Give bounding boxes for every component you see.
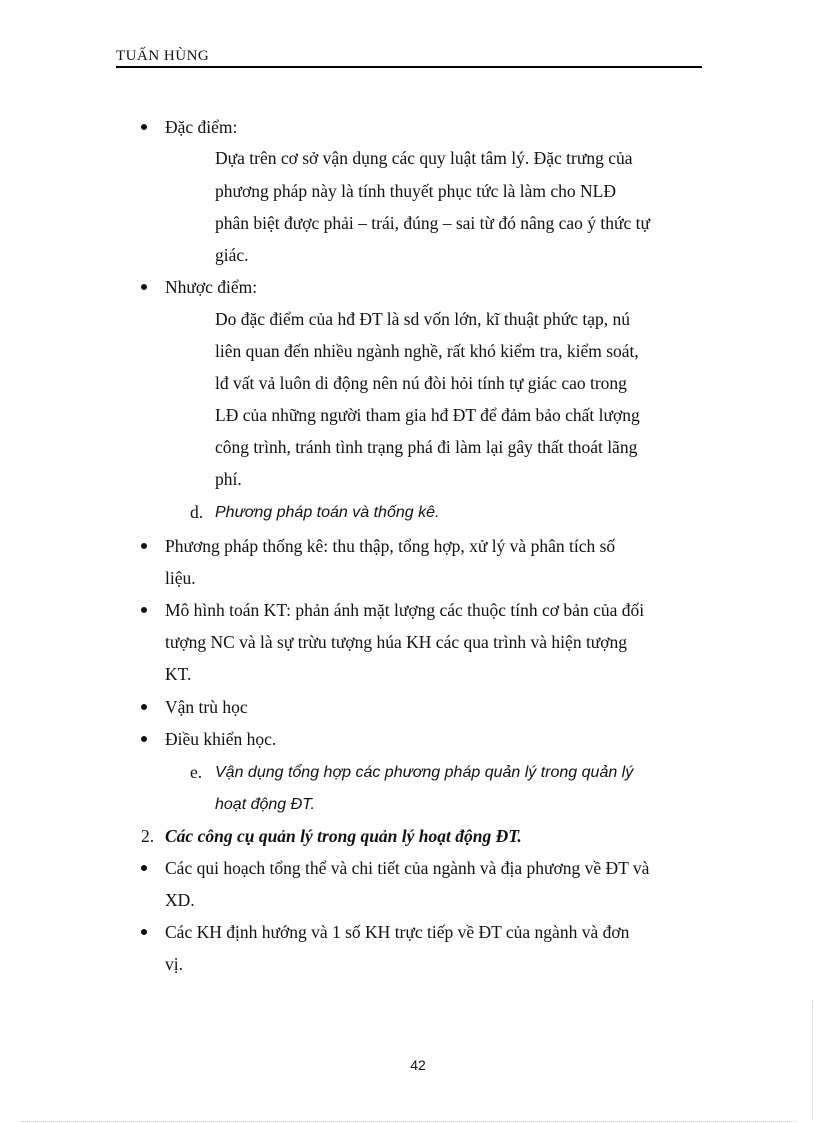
header-text: TUẤN HÙNG	[116, 48, 210, 64]
bullet-icon	[141, 284, 147, 290]
paragraph-line: KT.	[165, 664, 192, 684]
section-heading-2: Các công cụ quản lý trong quản lý hoạt động ĐT.	[165, 826, 522, 846]
paragraph-line: Mô hình toán KT: phản ánh mặt lượng các thuộc tính cơ bản của đối	[165, 600, 645, 620]
paragraph-line: XD.	[165, 890, 195, 910]
paragraph-line: LĐ của những người tham gia hđ ĐT để đảm bảo chất lượng	[215, 405, 640, 425]
list-marker-d: d.	[190, 502, 204, 522]
paragraph-line: phân biệt được phải – trái, đúng – sai từ đó nâng cao ý thức tự	[215, 213, 651, 233]
paragraph-line: liệu.	[165, 568, 196, 588]
paragraph-line: liên quan đến nhiều ngành nghề, rất khó kiểm tra, kiểm soát,	[215, 341, 639, 361]
bullet-icon	[141, 124, 147, 130]
subheading-e: Vận dụng tổng hợp các phương pháp quản lý trong quản lý	[215, 764, 634, 781]
paragraph-line: Điều khiển học.	[165, 729, 277, 749]
page-header	[116, 48, 702, 68]
bullet-icon	[141, 543, 147, 549]
list-marker-e: e.	[190, 762, 203, 782]
paragraph-line: Các KH định hướng và 1 số KH trực tiếp về ĐT của ngành và đơn	[165, 922, 630, 942]
bullet-icon	[141, 607, 147, 613]
paragraph-line: Do đặc điểm của hđ ĐT là sd vốn lớn, kĩ thuật phức tạp, nú	[215, 309, 631, 329]
paragraph-line: Phương pháp thống kê: thu thập, tổng hợp, xử lý và phân tích số	[165, 536, 616, 556]
page-bottom-divider	[20, 1121, 796, 1122]
paragraph-line: vị.	[165, 954, 183, 974]
bullet-icon	[141, 929, 147, 935]
paragraph-line: Vận trù học	[165, 697, 248, 717]
paragraph-line: Dựa trên cơ sở vận dụng các quy luật tâm lý. Đặc trưng của	[215, 148, 633, 168]
paragraph-line: tượng NC và là sự trừu tượng húa KH các qua trình và hiện tượng	[165, 632, 628, 652]
section-label-dac-diem: Đặc điểm:	[165, 117, 238, 137]
paragraph-line: lđ vất vả luôn di động nên nú đòi hỏi tính tự giác cao trong	[215, 373, 627, 393]
page-edge-divider	[812, 1000, 813, 1120]
list-marker-2: 2.	[141, 826, 155, 846]
subheading-e: hoạt động ĐT.	[215, 796, 315, 813]
subheading-d: Phương pháp toán và thống kê.	[215, 504, 440, 521]
paragraph-line: Các qui hoạch tổng thể và chi tiết của ngành và địa phương về ĐT và	[165, 858, 650, 878]
paragraph-line: giác.	[215, 245, 249, 265]
paragraph-line: phương pháp này là tính thuyết phục tức là làm cho NLĐ	[215, 181, 616, 201]
page-number: 42	[410, 1057, 426, 1073]
section-label-nhuoc-diem: Nhược điểm:	[165, 277, 258, 297]
paragraph-line: công trình, tránh tình trạng phá đi làm lại gây thất thoát lãng	[215, 437, 638, 457]
paragraph-line: phí.	[215, 469, 242, 489]
bullet-icon	[141, 736, 147, 742]
bullet-icon	[141, 704, 147, 710]
bullet-icon	[141, 865, 147, 871]
